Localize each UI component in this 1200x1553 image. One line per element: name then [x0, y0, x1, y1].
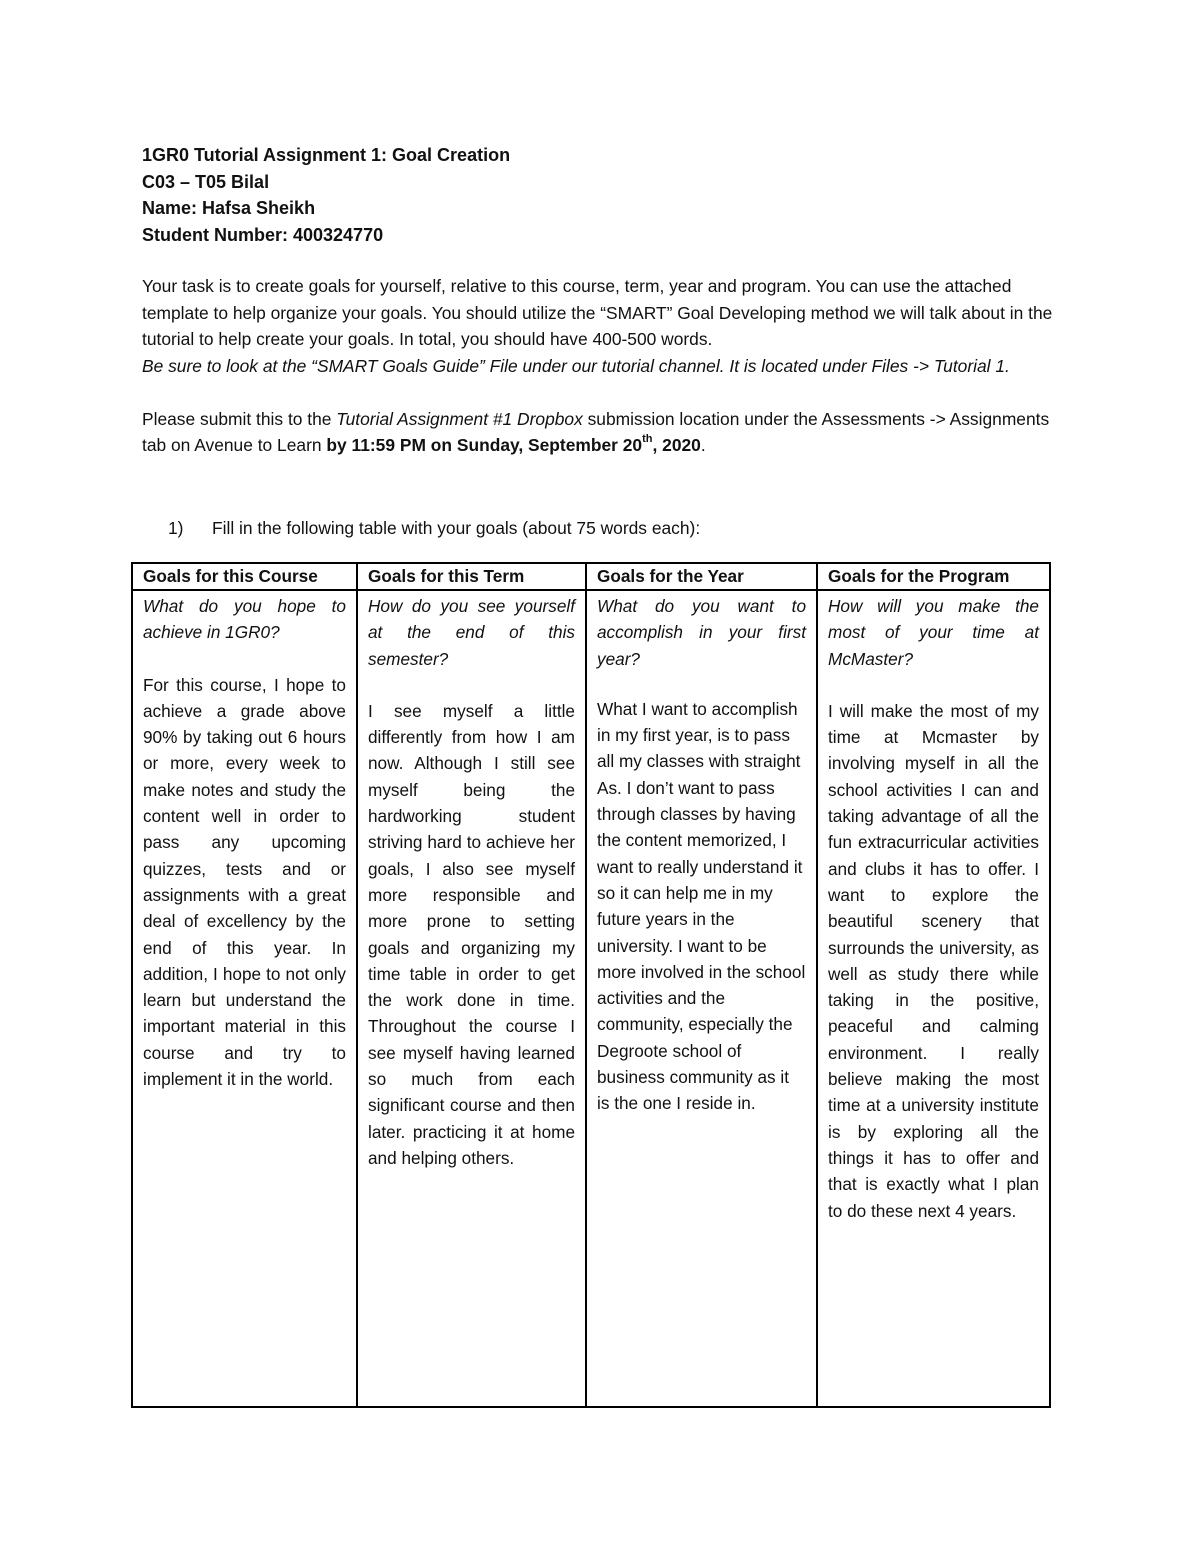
table-header-row	[132, 563, 1050, 590]
answer-course: For this course, I hope to achieve a grade above 90% by taking out 6 hours or more, every week to make notes and study the content well in order to pass any upcoming quizzes, tests and or assignments with a great deal of excellency by the end of this year. In addition, I hope to not only learn but understand the important material in this course and try to implement it in the world.	[143, 674, 346, 1090]
smart-guide-note: Be sure to look at the “SMART Goals Guide” File under our tutorial channel. It is located under Files -> Tutorial 1.	[142, 355, 1010, 376]
instructions-italic-note	[142, 353, 1062, 380]
instructions-paragraph: Your task is to create goals for yourself, relative to this course, term, year and program. You can use the attached template to help organize your goals. You should utilize the “SMART” Goal Developing method we will talk about in the tutorial to help create your goals. In total, you should have 400-500 words.	[142, 276, 1053, 349]
dropbox-name: Tutorial Assignment #1 Dropbox	[336, 408, 583, 429]
section-label: C03 – T05 Bilal	[142, 171, 270, 192]
prompt-program: How will you make the most of your time at McMaster?	[828, 596, 1039, 669]
student-number: Student Number: 400324770	[142, 224, 384, 245]
assignment-title: 1GR0 Tutorial Assignment 1: Goal Creation	[142, 145, 511, 165]
cell-year[interactable]	[586, 590, 817, 1407]
instructions	[142, 273, 1062, 459]
question-1	[168, 515, 700, 542]
student-name: Name: Hafsa Sheikh	[142, 198, 316, 218]
prompt-term: How do you see yourself at the end of this semester?	[368, 596, 575, 669]
answer-term: I see myself a little differently from how I am now. Although I still see myself being the hardworking student striving hard to achieve her goals, I also see myself more responsible and more prone to setting goals and organizing my time table in order to get the work done in time. Throughout the course I see myself having learned so much from each significant course and then later. practicing it at home and helping others.	[368, 700, 575, 1168]
answer-program: I will make the most of my time at Mcmaster by involving myself in all the school activities I can and taking advantage of all the fun extracurricular activities and clubs it has to offer. I want to explore the beautiful scenery that surrounds the university, as well as study there while taking in the positive, peaceful and calming environment. I really believe making the most time at a university institute is by exploring all the things it has to offer and that is exactly what I plan to do these next 4 years.	[828, 700, 1039, 1221]
deadline: by 11:59 PM on Sunday, September 20th, 2020	[326, 433, 701, 455]
cell-term[interactable]	[357, 590, 586, 1407]
prompt-course: What do you hope to achieve in 1GR0?	[143, 596, 346, 643]
prompt-year: What do you want to accomplish in your first year?	[597, 596, 806, 669]
column-header-course: Goals for this Course	[132, 563, 357, 590]
column-header-year: Goals for the Year	[586, 563, 817, 590]
question-text: Fill in the following table with your goals (about 75 words each):	[212, 518, 701, 538]
column-header-term: Goals for this Term	[357, 563, 586, 590]
document-header	[142, 142, 1062, 248]
question-number: 1)	[168, 518, 184, 538]
cell-program[interactable]	[817, 590, 1050, 1407]
table-row	[132, 590, 1050, 1407]
answer-year: What I want to accomplish in my first year, is to pass all my classes with straight As. I don’t want to pass through classes by having the content memorized, I want to really understand it so it can help me in my future years in the university. I want to be more involved in the school activities and the community, especially the Degroote school of business community as it is the one I reside in.	[597, 698, 806, 1114]
submission-paragraph: Please submit this to the Tutorial Assignment #1 Dropbox submission location under the Assessments -> Assignments tab on Avenue to Learn by 11:59 PM on Sunday, September 20th, 2020.	[142, 408, 1050, 455]
goals-table	[131, 562, 1051, 1408]
cell-course[interactable]	[132, 590, 357, 1407]
column-header-program: Goals for the Program	[817, 563, 1050, 590]
